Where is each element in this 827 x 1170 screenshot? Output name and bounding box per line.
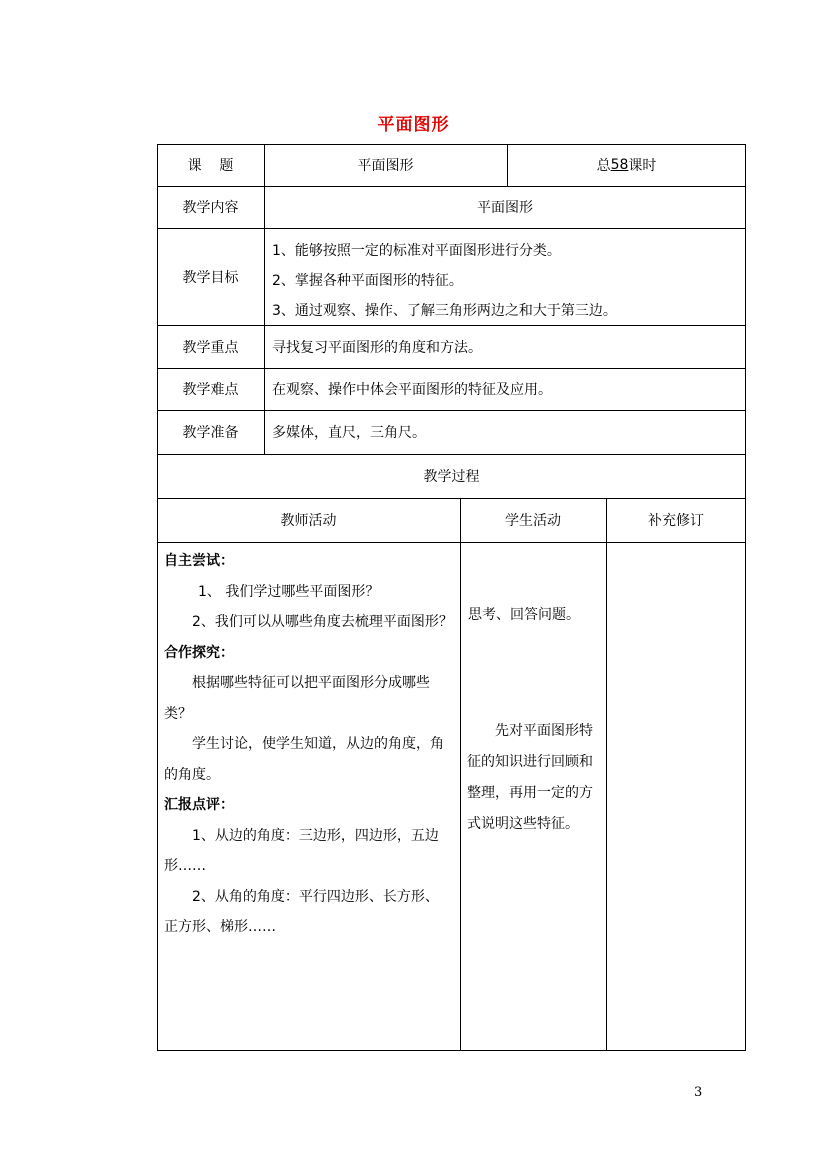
- activity-line: 1、 我们学过哪些平面图形？: [198, 583, 380, 600]
- difficulty-value: 在观察、操作中体会平面图形的特征及应用。: [272, 382, 552, 398]
- total-number: 58: [610, 157, 629, 173]
- notes-column-header: 补充修订: [648, 513, 704, 529]
- section-heading: 自主尝试：: [164, 553, 234, 569]
- teacher-activities: [164, 546, 456, 943]
- goals-label: 教学目标: [182, 269, 239, 286]
- process-label: 教学过程: [423, 469, 480, 485]
- student-column-header: 学生活动: [505, 513, 561, 529]
- student-line: 征的知识进行回顾和: [467, 754, 593, 770]
- activity-line: 正方形、梯形……: [164, 919, 276, 935]
- col-divider: [460, 498, 461, 1051]
- goal-item: 2、掌握各种平面图形的特征。: [272, 273, 463, 289]
- student-line: 先对平面图形特: [495, 723, 593, 739]
- teacher-column-header: 教师活动: [280, 513, 337, 529]
- activity-line: 类？: [164, 705, 192, 722]
- focus-label: 教学重点: [182, 339, 239, 356]
- student-line: 式说明这些特征。: [467, 816, 579, 832]
- document-title: 平面图形: [377, 115, 450, 135]
- activity-line: 根据哪些特征可以把平面图形分成哪些: [192, 675, 430, 691]
- activity-line: 2、从角的角度：平行四边形、长方形、: [192, 888, 439, 905]
- row-divider: [157, 542, 746, 543]
- focus-value: 寻找复习平面图形的角度和方法。: [272, 339, 482, 356]
- student-line: 整理，再用一定的方: [467, 785, 593, 801]
- difficulty-label: 教学难点: [182, 382, 239, 398]
- goal-item: 1、能够按照一定的标准对平面图形进行分类。: [272, 243, 561, 259]
- section-heading: 汇报点评：: [164, 797, 234, 813]
- content-value: 平面图形: [477, 200, 533, 216]
- student-activity-block: [467, 716, 601, 840]
- page-number: 3: [694, 1085, 703, 1100]
- course-label: 课 题: [187, 158, 234, 174]
- content-label: 教学内容: [182, 200, 239, 216]
- activity-line: 的角度。: [164, 766, 220, 783]
- goal-item: 3、通过观察、操作、了解三角形两边之和大于第三边。: [272, 303, 617, 319]
- goals-list: [272, 236, 617, 326]
- student-activity: 思考、回答问题。: [468, 607, 580, 623]
- section-heading: 合作探究：: [164, 644, 234, 661]
- course-value: 平面图形: [357, 158, 414, 174]
- activity-line: 学生讨论，使学生知道，从边的角度，角: [192, 736, 444, 752]
- activity-line: 1、从边的角度：三边形，四边形，五边: [192, 827, 439, 844]
- total-prefix: 总: [596, 158, 611, 174]
- activity-line: 2、我们可以从哪些角度去梳理平面图形？: [192, 614, 453, 630]
- prep-value: 多媒体，直尺，三角尺。: [272, 425, 426, 441]
- col-divider: [606, 498, 607, 1051]
- activity-line: 形……: [164, 858, 206, 874]
- total-suffix: 课时: [628, 158, 657, 174]
- total-lessons: [507, 144, 746, 186]
- prep-label: 教学准备: [182, 425, 239, 441]
